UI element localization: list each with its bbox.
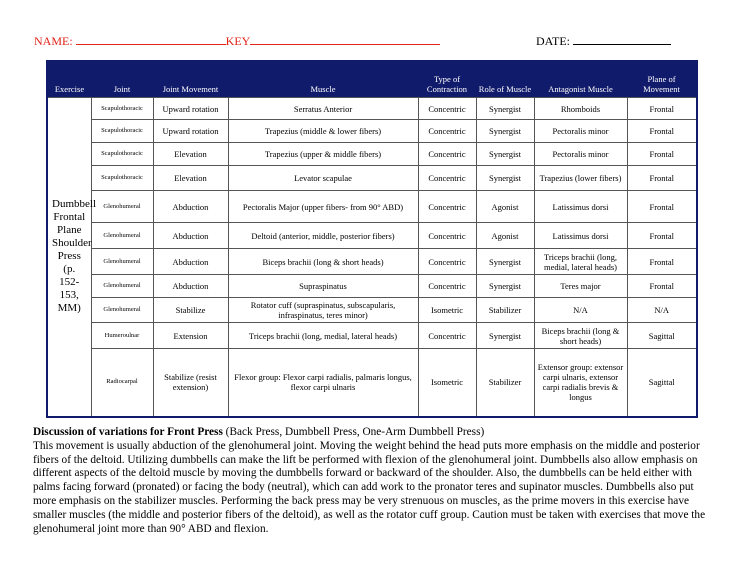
table-row (47, 166, 697, 191)
muscle-cell: Triceps brachii (long, medial, lateral heads) (228, 323, 418, 349)
discussion-heading: Discussion of variations for Front Press (33, 426, 223, 438)
role-cell: Synergist (476, 249, 534, 275)
name-label: NAME: (34, 34, 73, 48)
table-header-row (47, 61, 697, 98)
plane-cell: Frontal (627, 98, 697, 120)
role-cell: Agonist (476, 191, 534, 223)
antagonist-cell: Biceps brachii (long & short heads) (534, 323, 627, 349)
antagonist-cell: Teres major (534, 275, 627, 298)
exercise-cell: Dumbbell Frontal Plane Shoulder Press (p. 152-153, MM) (47, 98, 91, 417)
table-row (47, 298, 697, 323)
contraction-cell: Concentric (418, 323, 476, 349)
discussion-section (33, 426, 709, 536)
movement-cell: Abduction (153, 191, 228, 223)
movement-cell: Stabilize (153, 298, 228, 323)
joint-cell: Scapulothoracic (91, 120, 153, 143)
movement-cell: Elevation (153, 166, 228, 191)
contraction-cell: Concentric (418, 191, 476, 223)
table-row (47, 249, 697, 275)
key-underline (250, 34, 440, 45)
contraction-cell: Concentric (418, 275, 476, 298)
date-label: DATE: (536, 34, 570, 48)
movement-cell: Stabilize (resist extension) (153, 349, 228, 417)
movement-cell: Abduction (153, 275, 228, 298)
contraction-cell: Isometric (418, 349, 476, 417)
col-header-plane: Plane of Movement (627, 61, 697, 98)
muscle-cell: Trapezius (upper & middle fibers) (228, 143, 418, 166)
table-row (47, 191, 697, 223)
muscle-cell: Flexor group: Flexor carpi radialis, palmaris longus, flexor carpi ulnaris (228, 349, 418, 417)
joint-cell: Glenohumeral (91, 223, 153, 249)
table-row (47, 223, 697, 249)
muscle-cell: Supraspinatus (228, 275, 418, 298)
contraction-cell: Concentric (418, 98, 476, 120)
role-cell: Stabilizer (476, 298, 534, 323)
role-cell: Synergist (476, 98, 534, 120)
table-row (47, 120, 697, 143)
role-cell: Agonist (476, 223, 534, 249)
antagonist-cell: Pectoralis minor (534, 143, 627, 166)
joint-cell: Scapulothoracic (91, 166, 153, 191)
antagonist-cell: Latissimus dorsi (534, 191, 627, 223)
col-header-antagonist: Antagonist Muscle (534, 61, 627, 98)
plane-cell: Frontal (627, 120, 697, 143)
role-cell: Synergist (476, 166, 534, 191)
movement-cell: Upward rotation (153, 120, 228, 143)
muscle-cell: Serratus Anterior (228, 98, 418, 120)
antagonist-cell: N/A (534, 298, 627, 323)
plane-cell: Frontal (627, 191, 697, 223)
antagonist-cell: Triceps brachii (long, medial, lateral heads) (534, 249, 627, 275)
plane-cell: Sagittal (627, 349, 697, 417)
col-header-contraction: Type of Contraction (418, 61, 476, 98)
plane-cell: Frontal (627, 223, 697, 249)
role-cell: Synergist (476, 120, 534, 143)
joint-cell: Radiocarpal (91, 349, 153, 417)
table-row (47, 143, 697, 166)
movement-cell: Elevation (153, 143, 228, 166)
movement-cell: Upward rotation (153, 98, 228, 120)
discussion-heading-note: (Back Press, Dumbbell Press, One-Arm Dumbbell Press) (222, 426, 485, 438)
table-row (47, 323, 697, 349)
contraction-cell: Isometric (418, 298, 476, 323)
plane-cell: Frontal (627, 166, 697, 191)
contraction-cell: Concentric (418, 143, 476, 166)
plane-cell: N/A (627, 298, 697, 323)
plane-cell: Frontal (627, 275, 697, 298)
contraction-cell: Concentric (418, 223, 476, 249)
muscle-cell: Levator scapulae (228, 166, 418, 191)
antagonist-cell: Latissimus dorsi (534, 223, 627, 249)
name-field[interactable] (34, 34, 440, 49)
joint-cell: Scapulothoracic (91, 143, 153, 166)
antagonist-cell: Pectoralis minor (534, 120, 627, 143)
contraction-cell: Concentric (418, 249, 476, 275)
plane-cell: Sagittal (627, 323, 697, 349)
joint-cell: Glenohumeral (91, 249, 153, 275)
muscle-cell: Biceps brachii (long & short heads) (228, 249, 418, 275)
role-cell: Synergist (476, 143, 534, 166)
role-cell: Stabilizer (476, 349, 534, 417)
joint-cell: Humeroulnar (91, 323, 153, 349)
name-underline (76, 34, 226, 45)
joint-cell: Glenohumeral (91, 275, 153, 298)
muscle-analysis-table (46, 60, 698, 418)
role-cell: Synergist (476, 323, 534, 349)
muscle-cell: Pectoralis Major (upper fibers- from 90° ABD) (228, 191, 418, 223)
table-row (47, 349, 697, 417)
antagonist-cell: Extensor group: extensor carpi ulnaris, extensor carpi radialis brevis & longus (534, 349, 627, 417)
movement-cell: Abduction (153, 223, 228, 249)
muscle-cell: Trapezius (middle & lower fibers) (228, 120, 418, 143)
col-header-exercise: Exercise (47, 61, 91, 98)
key-label: KEY (225, 34, 251, 48)
col-header-muscle: Muscle (228, 61, 418, 98)
muscle-cell: Deltoid (anterior, middle, posterior fibers) (228, 223, 418, 249)
muscle-cell: Rotator cuff (supraspinatus, subscapularis, infraspinatus, teres minor) (228, 298, 418, 323)
movement-cell: Extension (153, 323, 228, 349)
plane-cell: Frontal (627, 143, 697, 166)
joint-cell: Scapulothoracic (91, 98, 153, 120)
col-header-role: Role of Muscle (476, 61, 534, 98)
joint-cell: Glenohumeral (91, 298, 153, 323)
table-row (47, 275, 697, 298)
antagonist-cell: Trapezius (lower fibers) (534, 166, 627, 191)
contraction-cell: Concentric (418, 120, 476, 143)
role-cell: Synergist (476, 275, 534, 298)
date-field[interactable] (536, 34, 671, 49)
table-row (47, 98, 697, 120)
plane-cell: Frontal (627, 249, 697, 275)
movement-cell: Abduction (153, 249, 228, 275)
joint-cell: Glenohumeral (91, 191, 153, 223)
col-header-joint-movement: Joint Movement (153, 61, 228, 98)
col-header-joint: Joint (91, 61, 153, 98)
date-underline (573, 34, 671, 45)
contraction-cell: Concentric (418, 166, 476, 191)
antagonist-cell: Rhomboids (534, 98, 627, 120)
discussion-body: This movement is usually abduction of the glenohumeral joint. Moving the weight behind the head puts more emphasis on the middle and posterior fibers of the deltoid. Utilizing dumbbells can make the lift be performed with flexion of the glenohumeral joint. Dumbbells also allow emphasis on different aspects of the deltoid muscle by moving the dumbbells forward or backward of the shoulder. Also, the dumbbells can be held either with palms facing forward (pronated) or facing the body (neutral), which can add work to the pronator teres and supinator muscles. Dumbbells also put more emphasis on the stabilizer muscles. Performing the back press may be very strenuous on muscles, as the prime movers in this exercise have smaller muscles (the middle and posterior fibers of the deltoid), as well as the rotator cuff group. Caution must be taken with exercises that move the glenohumeral joint more than 90° ABD and flexion. (33, 439, 706, 535)
